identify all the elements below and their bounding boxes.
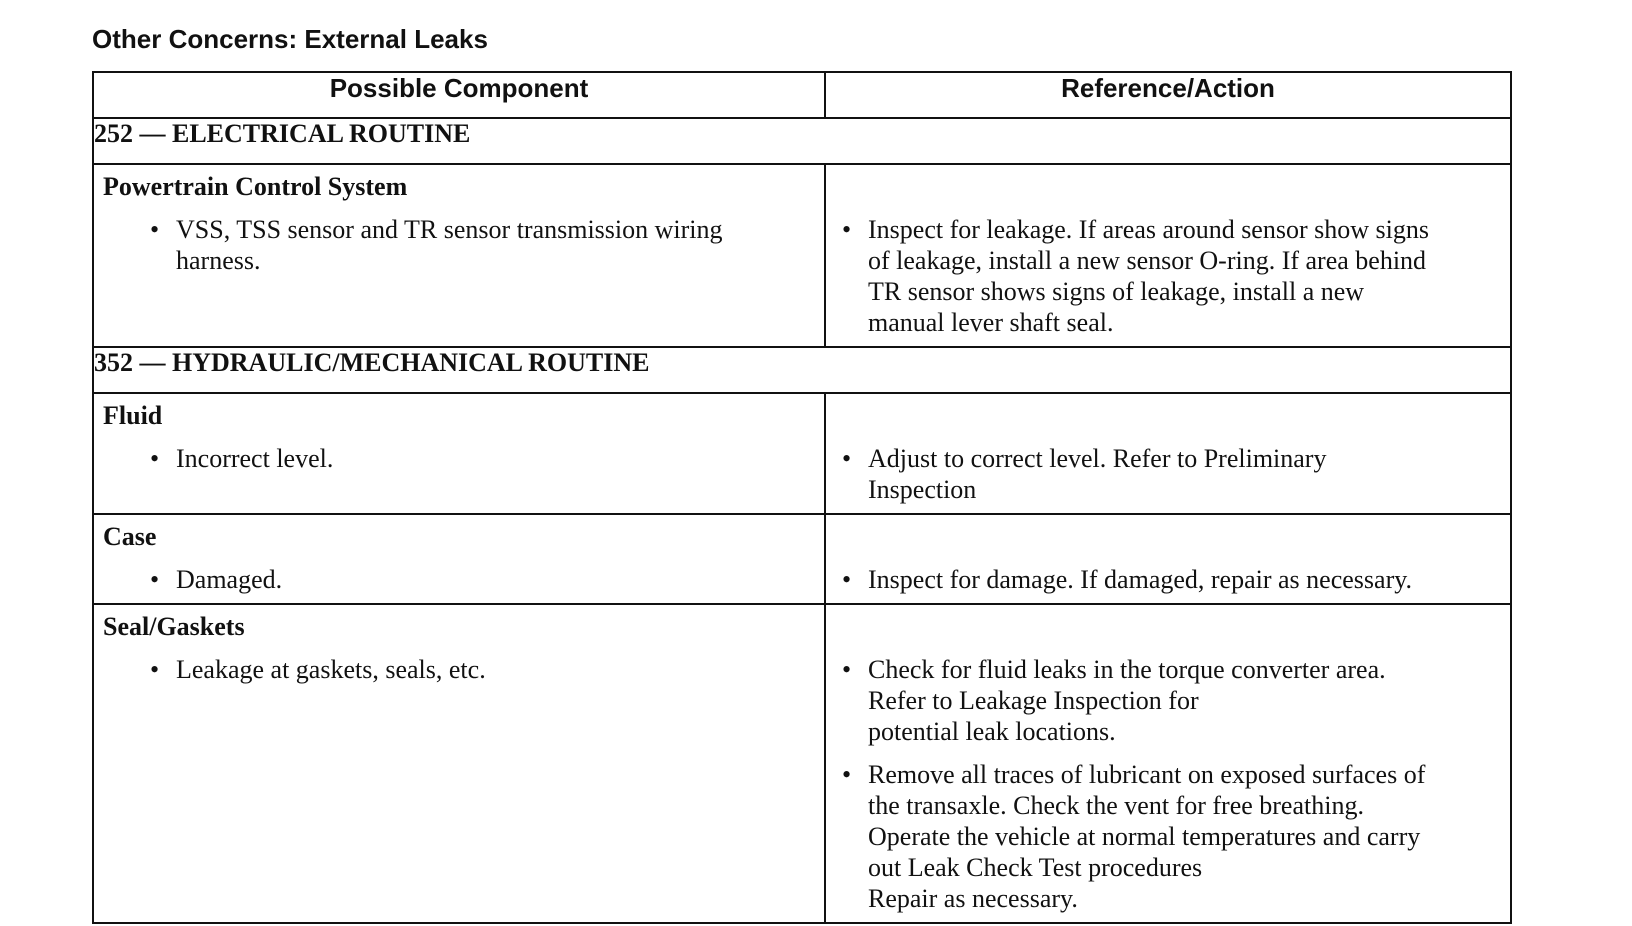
component-cell [93, 514, 825, 604]
action-text-line: Remove all traces of lubricant on exposed surfaces of [868, 760, 1426, 789]
issue-text-line: harness. [176, 246, 261, 275]
section-heading: 252 — ELECTRICAL ROUTINE [93, 118, 1511, 164]
action-item [842, 759, 1496, 914]
action-text-line: Check for fluid leaks in the torque converter area. [868, 655, 1386, 684]
bullet-icon: • [842, 565, 852, 594]
issue-text-line: Damaged. [176, 565, 283, 594]
bullet-icon: • [842, 444, 852, 473]
action-cell [825, 164, 1511, 347]
bullet-icon: • [842, 215, 852, 244]
section-heading: 352 — HYDRAULIC/MECHANICAL ROUTINE [93, 347, 1511, 393]
action-text-line: Repair as necessary. [868, 884, 1078, 913]
action-text-line: Adjust to correct level. Refer to Preliminary [868, 444, 1327, 473]
bullet-icon: • [150, 655, 160, 684]
component-cell [93, 393, 825, 514]
action-item [842, 654, 1496, 747]
component-name: Powertrain Control System [103, 172, 408, 201]
document-title: Other Concerns: External Leaks [92, 24, 488, 54]
action-text-line: Inspect for leakage. If areas around sensor show signs [868, 215, 1429, 244]
action-text-line: Refer to Leakage Inspection for [868, 686, 1199, 715]
issue-item [150, 214, 804, 276]
component-cell [93, 604, 825, 923]
issue-text-line: Incorrect level. [176, 444, 334, 473]
component-name: Case [103, 522, 157, 551]
issue-list [94, 431, 824, 482]
section-row [93, 347, 1511, 393]
action-text-line: out Leak Check Test procedures [868, 853, 1203, 882]
action-list [826, 515, 1510, 603]
issue-list [94, 202, 824, 284]
action-text-line: of leakage, install a new sensor O-ring. If area behind [868, 246, 1427, 275]
column-header-action: Reference/Action [825, 72, 1511, 118]
table-body [93, 118, 1511, 923]
component-cell [93, 164, 825, 347]
header-row [93, 72, 1511, 118]
component-name: Seal/Gaskets [103, 612, 245, 641]
action-item [842, 564, 1496, 595]
issue-text-line: VSS, TSS sensor and TR sensor transmission wiring [176, 215, 723, 244]
action-item [842, 443, 1496, 505]
action-text-line: the transaxle. Check the vent for free breathing. [868, 791, 1364, 820]
action-cell [825, 393, 1511, 514]
action-text-line: Inspect for damage. If damaged, repair as necessary. [868, 565, 1413, 594]
action-list [826, 394, 1510, 513]
issue-item [150, 654, 804, 685]
action-text-line: potential leak locations. [868, 717, 1116, 746]
bullet-icon: • [150, 565, 160, 594]
action-text-line: TR sensor shows signs of leakage, install a new [868, 277, 1365, 306]
action-list [826, 605, 1510, 922]
table-row [93, 604, 1511, 923]
issue-text-line: Leakage at gaskets, seals, etc. [176, 655, 486, 684]
bullet-icon: • [842, 655, 852, 684]
action-text-line: Inspection [868, 475, 977, 504]
bullet-icon: • [150, 444, 160, 473]
component-name: Fluid [103, 401, 163, 430]
action-item [842, 214, 1496, 338]
issue-list [94, 642, 824, 693]
table-row [93, 514, 1511, 604]
action-list [826, 165, 1510, 346]
table-row [93, 164, 1511, 347]
concerns-table [92, 71, 1512, 924]
section-row [93, 118, 1511, 164]
issue-item [150, 443, 804, 474]
table-row [93, 393, 1511, 514]
bullet-icon: • [150, 215, 160, 244]
action-cell [825, 604, 1511, 923]
issue-list [94, 552, 824, 603]
action-text-line: Operate the vehicle at normal temperatures and carry [868, 822, 1421, 851]
column-header-component: Possible Component [93, 72, 825, 118]
issue-item [150, 564, 804, 595]
action-text-line: manual lever shaft seal. [868, 308, 1114, 337]
action-cell [825, 514, 1511, 604]
bullet-icon: • [842, 760, 852, 789]
